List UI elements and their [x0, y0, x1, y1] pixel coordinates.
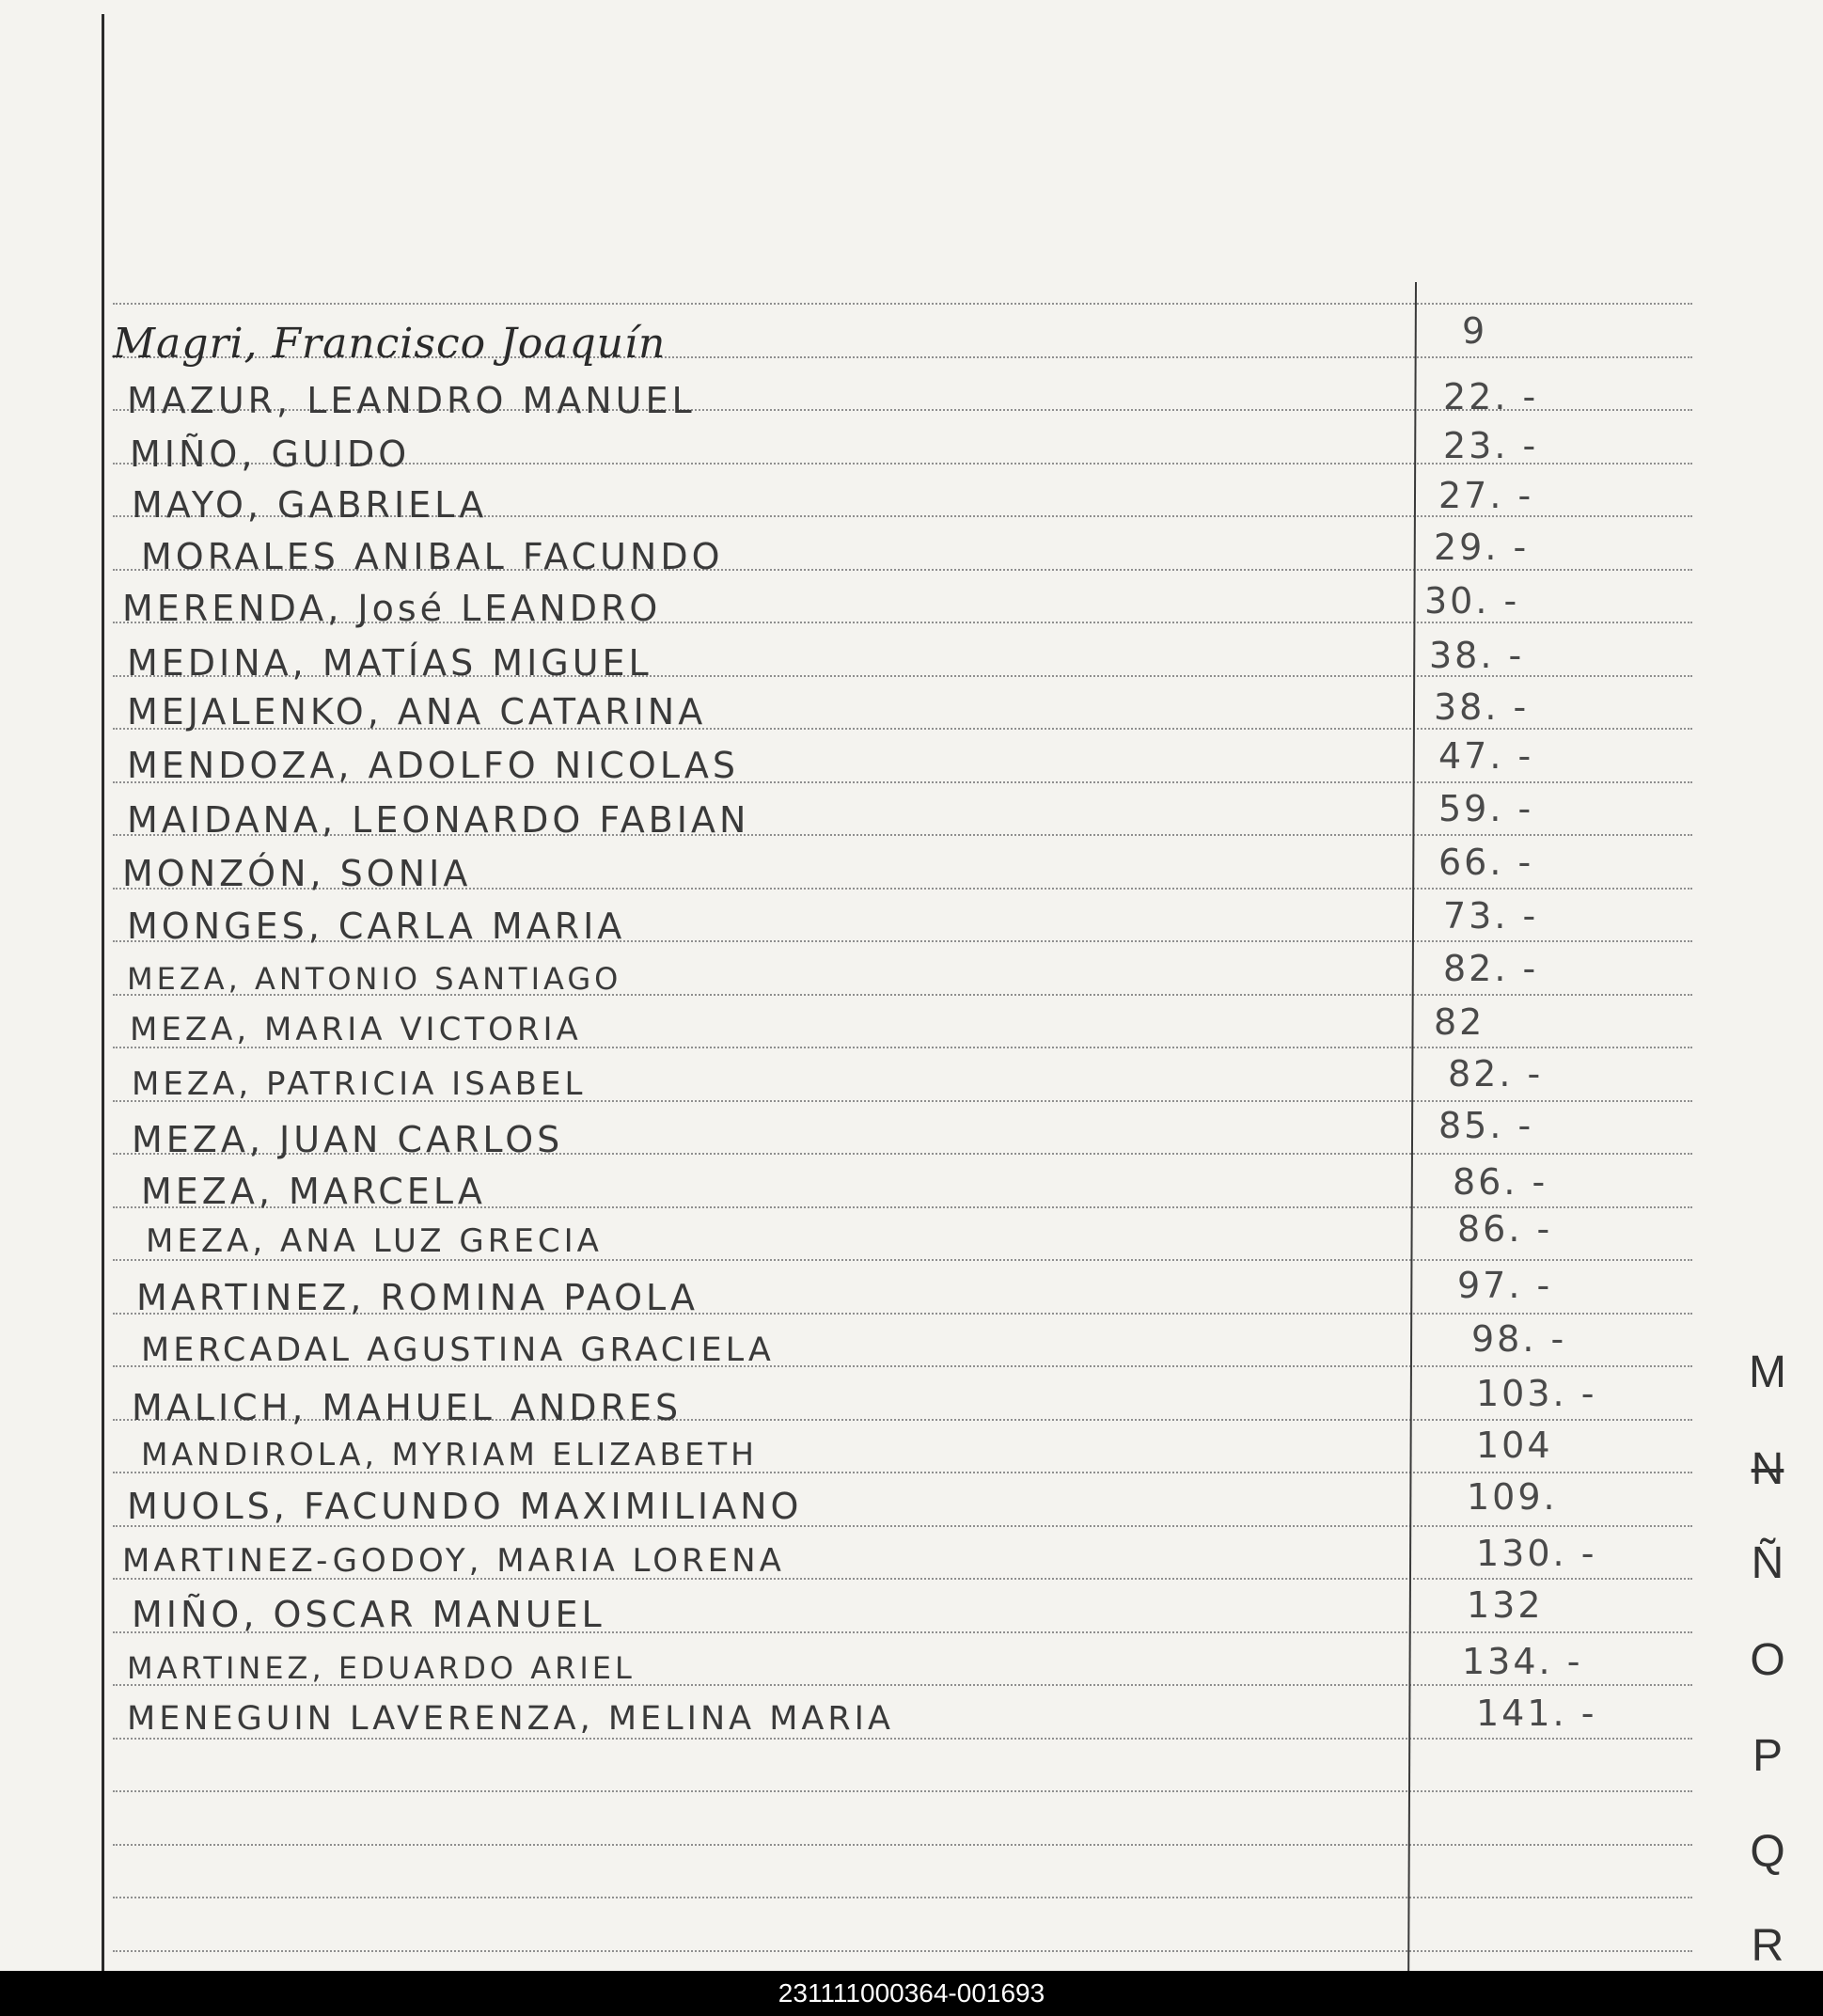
index-tab-p[interactable]: P — [1752, 1731, 1783, 1781]
entry-name: MEZA, PATRICIA ISABEL — [132, 1065, 587, 1103]
entry-name: MAZUR, LEANDRO MANUEL — [127, 380, 696, 421]
entry-name: MAIDANA, LEONARDO FABIAN — [127, 799, 750, 841]
entry-name: MAYO, GABRIELA — [132, 484, 488, 526]
entry-number: 97. - — [1457, 1265, 1553, 1306]
index-tab-m[interactable]: M — [1749, 1347, 1786, 1397]
entry-name: MEZA, ANA LUZ GRECIA — [146, 1222, 603, 1260]
entry-number: 73. - — [1443, 895, 1539, 937]
entry-name: MENDOZA, ADOLFO NICOLAS — [127, 745, 739, 786]
entry-number: 27. - — [1438, 475, 1534, 516]
entry-name: MARTINEZ, EDUARDO ARIEL — [127, 1650, 636, 1686]
entry-number: 109. — [1467, 1476, 1558, 1518]
scan-footer — [0, 1971, 1823, 2016]
entry-name: MONGES, CARLA MARIA — [127, 906, 626, 947]
entry-name: MANDIROLA, MYRIAM ELIZABETH — [141, 1436, 758, 1473]
index-tab-o[interactable]: O — [1750, 1635, 1785, 1685]
entry-name: Magri, Francisco Joaquín — [113, 320, 667, 368]
entry-number: 130. - — [1476, 1533, 1597, 1574]
entry-number: 86. - — [1457, 1208, 1553, 1250]
index-tab-q[interactable]: Q — [1750, 1827, 1785, 1877]
entry-name: MEJALENKO, ANA CATARINA — [127, 691, 707, 732]
entry-name: MEDINA, MATÍAS MIGUEL — [127, 642, 652, 684]
entry-number: 66. - — [1438, 842, 1534, 883]
entry-name: MEZA, ANTONIO SANTIAGO — [127, 961, 622, 997]
entry-number: 134. - — [1462, 1641, 1583, 1682]
entry-number: 132 — [1467, 1584, 1544, 1626]
entry-number: 82. - — [1443, 948, 1539, 989]
entry-name: MIÑO, GUIDO — [130, 433, 411, 475]
entry-number: 59. - — [1438, 788, 1534, 829]
entry-name: MALICH, MAHUEL ANDRES — [132, 1387, 683, 1428]
entry-number: 29. - — [1434, 527, 1530, 568]
entry-number: 82. - — [1448, 1053, 1544, 1095]
entry-number: 38. - — [1429, 635, 1525, 676]
index-tab-n[interactable]: N — [1751, 1444, 1784, 1494]
entry-number: 30. - — [1424, 580, 1520, 622]
entry-name: MERENDA, José LEANDRO — [122, 588, 662, 629]
entry-number: 47. - — [1438, 735, 1534, 777]
entry-number: 85. - — [1438, 1105, 1534, 1146]
entry-number: 104 — [1476, 1425, 1553, 1466]
entry-name: MENEGUIN LAVERENZA, MELINA MARIA — [127, 1700, 894, 1738]
entry-number: 98. - — [1471, 1318, 1567, 1360]
entry-number: 103. - — [1476, 1373, 1597, 1414]
entry-number: 23. - — [1443, 425, 1539, 466]
entry-name: MERCADAL AGUSTINA GRACIELA — [141, 1331, 775, 1369]
entry-name: MORALES ANIBAL FACUNDO — [141, 536, 724, 577]
entry-name: MEZA, MARIA VICTORIA — [130, 1011, 582, 1048]
entry-number: 22. - — [1443, 376, 1539, 417]
entry-name: MONZÓN, SONIA — [122, 853, 472, 894]
entry-name: MUOLS, FACUNDO MAXIMILIANO — [127, 1486, 803, 1527]
alphabet-index-tabs — [1721, 1335, 1815, 1971]
entry-number: 82 — [1434, 1001, 1485, 1043]
index-tab-r[interactable]: R — [1751, 1921, 1784, 1971]
index-tab-enye[interactable]: Ñ — [1751, 1538, 1784, 1588]
entry-number: 141. - — [1476, 1693, 1597, 1734]
entry-name: MIÑO, OSCAR MANUEL — [132, 1594, 605, 1635]
entry-name: MARTINEZ-GODOY, MARIA LORENA — [122, 1542, 785, 1580]
entry-number: 86. - — [1453, 1161, 1548, 1203]
entry-name: MEZA, MARCELA — [141, 1171, 486, 1212]
entry-number: 38. - — [1434, 686, 1530, 728]
entry-name: MEZA, JUAN CARLOS — [132, 1119, 564, 1160]
document-id: 231111000364-001693 — [778, 1978, 1045, 2008]
entry-number: 9 — [1462, 310, 1488, 352]
entry-name: MARTINEZ, ROMINA PAOLA — [136, 1277, 699, 1318]
